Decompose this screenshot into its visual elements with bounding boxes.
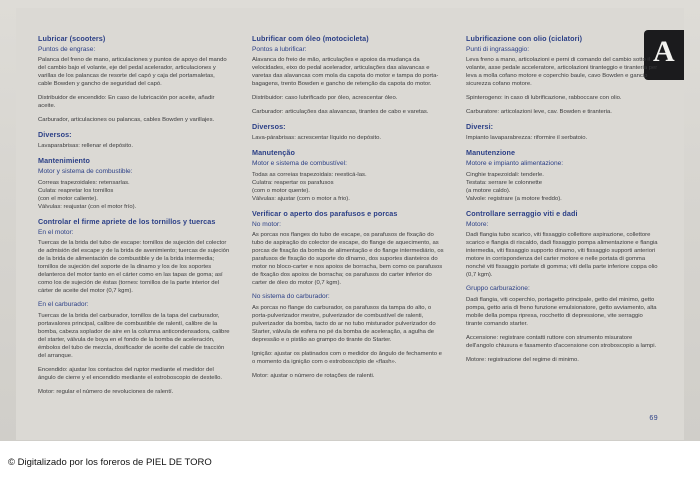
text-columns bbox=[38, 34, 658, 434]
body-paragraph: Lavaparabrisas: rellenar el depósito. bbox=[38, 143, 133, 150]
column-spanish bbox=[38, 34, 230, 434]
section-heading: Verificar o aperto dos parafusos e porcas bbox=[252, 208, 398, 218]
body-paragraph: Dadi flangia tubo scarico, viti fissaggio collettore aspirazione, collettore scarico e flangia di riscaldo, dadi fissaggio pompa alimentazione e flangia intermedia, viti fissaggio supporto dinamo, viti fissaggio supporti anteriori motore in corrispondenza del carter motore e nelle portata di gomma nonché viti fissaggio portate di gomma; viti della parte inferiore coppa olio (0,7 kgm). bbox=[466, 232, 658, 279]
body-paragraph: Palanca del freno de mano, articulaciones y puntos de apoyo del mando del cambio bajo el volante, eje del pedal acelerador, articulaciones y varillas de los palancas de resorte del capó y caja del portamaletas, cable Bowden y gancho de seguridad del capó. bbox=[38, 57, 227, 88]
body-paragraph: Cinghie trapezoidali: tenderle. Testata: serrare le colonnette (a motore caldo). Valvole: registrare (a motore freddo). bbox=[466, 171, 562, 202]
body-paragraph: Tuercas de la brida del tubo de escape: tornillos de sujeción del colector de admisión del escape y de la brida de avenimiento; tuercas de sujeción de la brida de alimentación de combustible y de la brida intermedia; tornillos de sujeción del soporte de la dinamo y los de los soportes delanteros del motor tanto en el cárter como en las tapas de goma; así como los de sujeción de éstas (tornes: tornillos de la parte interior del cárter de aceite del motor (0,7 kgm). bbox=[38, 240, 230, 295]
section-heading: Controllare serraggio viti e dadi bbox=[466, 208, 578, 218]
body-paragraph: Carburador, articulaciones ou palancas, cables Bowden y varillajes. bbox=[38, 117, 215, 124]
column-italian bbox=[466, 34, 658, 434]
body-paragraph: Carburador: articulações das alavancas, tirantes de cabo e varetas. bbox=[252, 109, 429, 116]
section-subheading: Puntos de engrase: bbox=[38, 46, 96, 53]
body-paragraph: Spinterogeno: in caso di lubrificazione, rabboccare con olio. bbox=[466, 95, 622, 102]
body-paragraph: Motor: regular el número de revoluciones de ralentí. bbox=[38, 388, 174, 395]
body-paragraph: Lava-párabrisas: acrescentar líquido no depósito. bbox=[252, 135, 382, 142]
section-heading: Lubrificazione con olio (ciclatori) bbox=[466, 34, 583, 43]
body-paragraph: Motore: registrazione del regime di minimo. bbox=[466, 356, 579, 363]
body-paragraph: Correas trapezoidales: retensarlas. Culata: reapretar los tornillos (con el motor caliente). Válvulas: reajustar (con el motor frío). bbox=[38, 179, 137, 210]
body-paragraph: Distribuidor: caso lubrificado por óleo, acrescentar óleo. bbox=[252, 95, 398, 102]
body-paragraph: Accensione: registrare contatti ruttore con strumento misuratore dell'angolo chiusura e fasamento d'accensione con stroboscopio a lampi. bbox=[466, 334, 657, 349]
body-paragraph: Todas as correias trapezoidais: reesticá-las. Culatra: reapertar os parafusos (com o motor quente). Válvulas: ajustar (com o motor a frio). bbox=[252, 171, 367, 202]
body-paragraph: As porcas no flange do carburador, os parafusos da tampa do alto, o porta-pulverizador mestre, pulverizador de combustível de ralenti, pulverizador da bomba, tacto do ar no tubo misturador pulverizador do Starter, válvula de esfera no pé da bomba de aceleração, a agulha de depressão e o pistão ao grampo do tirante do Starter. bbox=[252, 304, 436, 343]
section-heading: Diversos: bbox=[38, 130, 72, 140]
section-subheading: En el motor: bbox=[38, 228, 74, 236]
section-subheading: Motor y sistema de combustible: bbox=[38, 168, 133, 176]
column-portuguese bbox=[252, 34, 444, 434]
section-heading: Controlar el firme apriete de los tornillos y tuercas bbox=[38, 216, 216, 226]
body-paragraph: Carburatore: articolazioni leve, cav. Bowden e tiranteria. bbox=[466, 109, 612, 116]
body-paragraph: Ignição: ajustar os platinados com o medidor do ângulo de fechamento e o momento da ignição com o estroboscópio de «flash». bbox=[252, 350, 442, 365]
section-subheading: Pontos a lubrificar: bbox=[252, 46, 307, 53]
body-paragraph: Motor: ajustar o número de rotações de ralenti. bbox=[252, 372, 375, 379]
section-subheading: No motor: bbox=[252, 220, 281, 228]
section-heading: Mantenimiento bbox=[38, 156, 91, 166]
section-subheading: Motor e sistema de combustível: bbox=[252, 160, 347, 168]
section-subheading: Motore e impianto alimentazione: bbox=[466, 160, 564, 168]
section-heading: Lubricar (scooters) bbox=[38, 34, 106, 43]
body-paragraph: Distribuidor de encendido: En caso de lubricación por aceite, añadir aceite. bbox=[38, 95, 215, 110]
body-paragraph: Dadi flangia, viti coperchio, portagetto principale, getto del minimo, getto pompa, getto aria di freno funzione emulsionatore, getto avviamento, alta mobile della pompa ripresa, rocchetto di depressione, vite serraggio tirante comando starter. bbox=[466, 296, 657, 327]
footer-credit-text: © Digitalizado por los foreros de PIEL DE TORO bbox=[8, 456, 212, 468]
section-subheading: Punti di ingrassaggio: bbox=[466, 46, 530, 53]
section-subheading: En el carburador: bbox=[38, 301, 89, 309]
body-paragraph: Alavanca do freio de mão, articulações e apoios da mudança da velocidades, eixo do pedal acelerador, articulações das alavancas e varetas das alavancas com mola da capota do motor e tampa do porta-bagagens, trento Bowden e gancho de retenção da capota do motor. bbox=[252, 57, 439, 88]
section-subheading: Gruppo carburazione: bbox=[466, 285, 530, 293]
section-heading: Lubrificar com óleo (motocicleta) bbox=[252, 34, 369, 43]
body-paragraph: Impianto lavaparabrezza: riformire il serbatoio. bbox=[466, 135, 588, 142]
page-number: 69 bbox=[649, 415, 658, 422]
section-subheading: Motore: bbox=[466, 220, 489, 228]
section-subheading: No sistema do carburador: bbox=[252, 293, 330, 301]
body-paragraph: As porcas nos flanges do tubo de escape, os parafusos de fixação do tubo de aspiração do colector de escape, do flange de aquecimento, as porcas de fixação da bomba de alimentação e do flange intermediário, os parafusos de fixação do suporte do dínamo, dos suportes dianteiros do motor no bloco-carter e nos apoios de borracha, bem como os parafusos de fixação dos apoios de borracha; os parafusos do carter inferior do carter de óleo do motor (0,7 kgm). bbox=[252, 232, 444, 287]
section-heading: Diversi: bbox=[466, 122, 494, 132]
footer-credit-bar bbox=[0, 441, 700, 483]
section-heading: Diversos: bbox=[252, 122, 286, 132]
section-tab-letter: A bbox=[653, 35, 675, 68]
manual-page-sheet bbox=[16, 8, 684, 440]
body-paragraph: Encendido: ajustar los contactos del ruptor mediante el medidor del ángulo de cierre y el encendido mediante el estroboscopio de destello. bbox=[38, 366, 223, 381]
section-heading: Manutenzione bbox=[466, 148, 516, 158]
body-paragraph: Leva freno a mano, articolazioni e perni di comando del cambio sotto il volante, asse pedale acceleratore, articolazioni tiranteggio e tiranteria per leva a molla cofano motore e coperchio baule, cavo Bowden e gancio sicurezza cofano motore. bbox=[466, 57, 658, 88]
body-paragraph: Tuercas de la brida del carburador, tornillos de la tapa del carburador, portavalores principal, calibre de combustible de ralentí, calibre de la bomba, cabeza soplador de aire en la columna anticondensadora, calibre del starter, válvula de boya en el fondo de la bomba de aceleración, émbolos del tubo de mezcla, dosificador de aceite del cable de tracción del arranque. bbox=[38, 312, 230, 359]
section-heading: Manutenção bbox=[252, 148, 295, 158]
